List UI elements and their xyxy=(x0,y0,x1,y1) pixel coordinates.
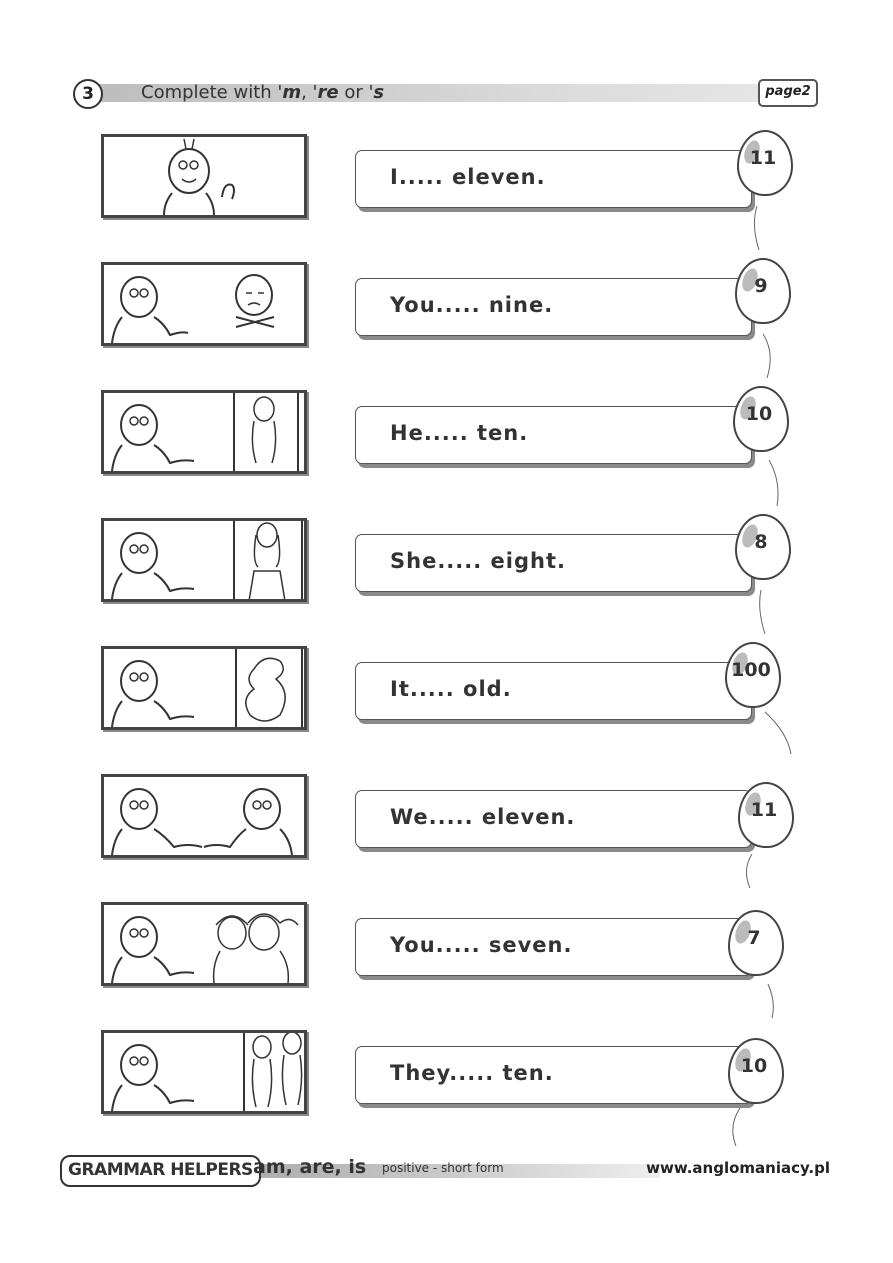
sentence-text: They..... ten. xyxy=(390,1061,554,1085)
balloon xyxy=(728,898,798,1018)
sentence-box[interactable] xyxy=(355,662,752,720)
boy-waving-illustration xyxy=(104,137,304,215)
sentence-text: She..... eight. xyxy=(390,549,566,573)
cartoon-picture xyxy=(101,390,307,474)
sentence-box[interactable] xyxy=(355,406,752,464)
exercise-row xyxy=(0,386,893,506)
exercise-row xyxy=(0,642,893,762)
two-boys-illustration xyxy=(104,777,304,855)
sentence-text: We..... eleven. xyxy=(390,805,576,829)
age-label: 10 xyxy=(745,403,773,425)
exercise-row xyxy=(0,514,893,634)
sentence-box[interactable] xyxy=(355,278,752,336)
age-label: 10 xyxy=(740,1055,768,1077)
sentence-box[interactable] xyxy=(355,150,752,208)
age-label: 100 xyxy=(731,659,771,681)
cartoon-picture xyxy=(101,774,307,858)
footer-topic: am, are, is xyxy=(253,1156,367,1178)
sentence-text: I..... eleven. xyxy=(390,165,546,189)
grammar-helpers-logo: GRAMMAR HELPERS xyxy=(60,1155,261,1187)
sentence-box[interactable] xyxy=(355,1046,752,1104)
balloon xyxy=(728,1026,798,1146)
sentence-box[interactable] xyxy=(355,534,752,592)
exercise-row xyxy=(0,258,893,378)
exercise-row xyxy=(0,130,893,250)
footer-subtitle: positive - short form xyxy=(382,1161,504,1175)
cartoon-picture xyxy=(101,902,307,986)
exercise-instruction: Complete with 'm, 're or 's xyxy=(141,82,385,103)
sentence-box[interactable] xyxy=(355,790,752,848)
balloon xyxy=(738,770,808,890)
sentence-text: You..... nine. xyxy=(390,293,554,317)
exercise-row xyxy=(0,898,893,1018)
exercise-row xyxy=(0,770,893,890)
page-footer xyxy=(60,1155,830,1185)
boy-pointing-at-boy-illustration xyxy=(104,265,304,343)
boy-pointing-at-two-kids-photo-illustration xyxy=(104,1033,304,1111)
balloon xyxy=(735,258,805,378)
cartoon-picture xyxy=(101,518,307,602)
age-label: 7 xyxy=(747,927,761,949)
exercise-header xyxy=(73,79,818,109)
cartoon-picture xyxy=(101,646,307,730)
exercise-row xyxy=(0,1026,893,1146)
cartoon-picture xyxy=(101,134,307,218)
sentence-text: You..... seven. xyxy=(390,933,573,957)
cartoon-picture xyxy=(101,1030,307,1114)
sentence-text: He..... ten. xyxy=(390,421,529,445)
footer-url[interactable]: www.anglomaniacy.pl xyxy=(646,1159,830,1177)
boy-pointing-at-boy-photo-illustration xyxy=(104,393,304,471)
sentence-box[interactable] xyxy=(355,918,752,976)
age-label: 8 xyxy=(754,531,768,553)
cartoon-picture xyxy=(101,262,307,346)
boy-pointing-at-girl-photo-illustration xyxy=(104,521,304,599)
balloon xyxy=(737,130,807,250)
sentence-text: It..... old. xyxy=(390,677,512,701)
age-label: 11 xyxy=(750,799,778,821)
boy-pointing-at-two-girls-illustration xyxy=(104,905,304,983)
balloon xyxy=(733,386,803,506)
balloon xyxy=(725,642,795,762)
age-label: 11 xyxy=(749,147,777,169)
exercise-number: 3 xyxy=(73,79,103,109)
boy-pointing-at-dragon-photo-illustration xyxy=(104,649,304,727)
balloon xyxy=(735,514,805,634)
age-label: 9 xyxy=(754,275,768,297)
page-label: page2 xyxy=(758,79,818,107)
